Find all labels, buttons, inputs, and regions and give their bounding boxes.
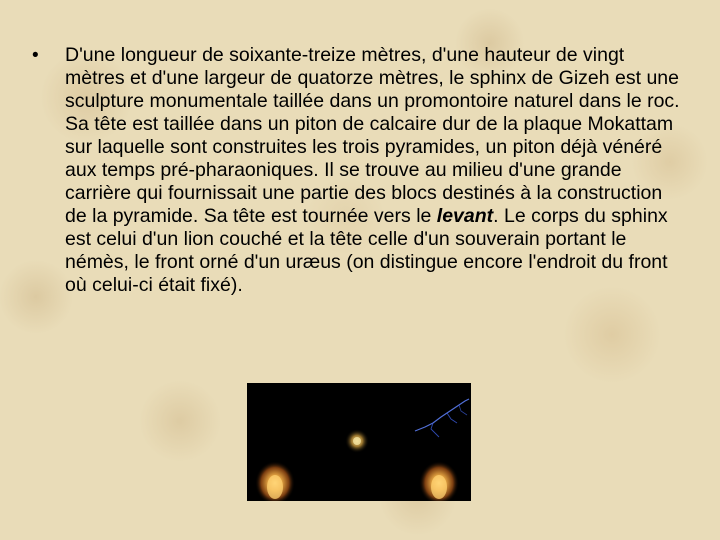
paragraph-text — [65, 44, 680, 297]
paragraph-text-before: D'une longueur de soixante-treize mètres, d'une hauteur de vingt mètres et d'une largeur de quatorze mètres, le sphinx de Gizeh est une sculpture monumentale taillée dans un promontoire naturel dans le roc. Sa tête est taillée dans un piton de calcaire dur de la plaque Mokattam sur laquelle sont construites les trois pyramides, un piton déjà vénéré aux temps pré-pharaoniques. Il se trouve au milieu d'une grande carrière qui fournissait une partie des blocs destinés à la construction de la pyramide. Sa tête est tournée vers le — [65, 44, 680, 227]
night-sphinx-photo — [247, 383, 471, 501]
emphasis-levant: levant — [436, 205, 494, 227]
bullet-marker: • — [32, 45, 39, 66]
paragraph-text-after: . Le corps du sphinx est celui d'un lion couché et la tête celle d'un souverain portant le némès, le front orné d'un uræus (on distingue encore l'endroit du front où celui-ci était fixé). — [65, 205, 668, 296]
bullet-paragraph — [30, 44, 680, 297]
